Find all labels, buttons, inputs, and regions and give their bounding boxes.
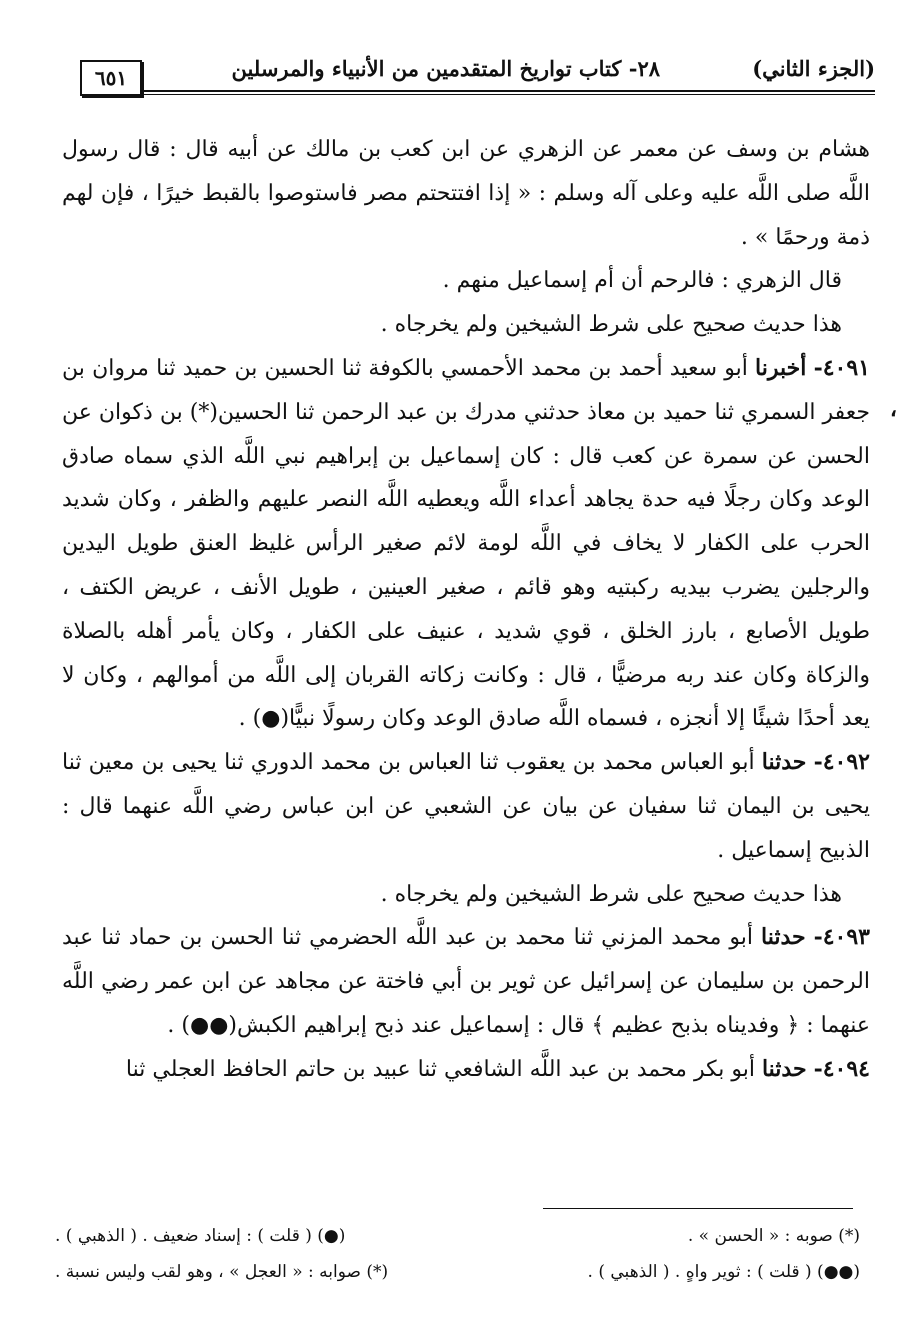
book-title: ٢٨- كتاب تواريخ المتقدمين من الأنبياء والمرسلين xyxy=(231,56,660,81)
hadith-number: ٤٠٩١- xyxy=(813,354,870,381)
paragraph: هذا حديث صحيح على شرط الشيخين ولم يخرجاه . xyxy=(380,312,842,338)
footnote: (●●) ( قلت ) : ثوير واهٍ . ( الذهبي ) . xyxy=(587,1262,860,1282)
footnote: (●) ( قلت ) : إسناد ضعيف . ( الذهبي ) . xyxy=(55,1226,346,1246)
paragraph: هشام بن وسف عن معمر عن الزهري عن ابن كعب بن مالك عن أبيه قال : قال رسول اللَّه صلى اللَّه عليه وعلى آله وسلم : « إذا افتتحتم مصر فاستوصوا بالقبط خيرًا ، فإن لهم ذمة ورحمًا » . xyxy=(62,137,870,250)
footnotes xyxy=(55,1218,860,1290)
footnote-row xyxy=(55,1254,860,1290)
hadith-4092 xyxy=(62,741,870,872)
hadith-4091 xyxy=(62,347,870,741)
hadith-number: ٤٠٩٣- xyxy=(813,924,870,951)
footnote: (*) صوابه : « العجل » ، وهو لقب وليس نسبة . xyxy=(55,1262,389,1282)
footnote: (*) صوبه : « الحسن » . xyxy=(687,1226,860,1246)
hadith-text: أبو محمد المزني ثنا محمد بن عبد اللَّه الحضرمي ثنا الحسن بن حماد ثنا عبد الرحمن بن سليمان عن إسرائيل عن ثوير بن أبي فاختة عن مجاهد عن ابن عمر رضي اللَّه عنهما : ﴿ وفديناه بذبح عظيم ﴾ قال : إسماعيل عند ذبح إبراهيم الكبش(●●) . xyxy=(62,925,870,1038)
hadith-4093 xyxy=(62,916,870,1047)
running-header xyxy=(70,46,875,92)
paragraph: هذا حديث صحيح على شرط الشيخين ولم يخرجاه . xyxy=(380,881,842,907)
footnote-rule xyxy=(543,1208,853,1209)
paragraph: قال الزهري : فالرحم أن أم إسماعيل منهم . xyxy=(442,268,842,294)
hadith-text: أبو بكر محمد بن عبد اللَّه الشافعي ثنا عبيد بن حاتم الحافظ العجلي ثنا xyxy=(125,1056,755,1082)
hadith-keyword: أخبرنا xyxy=(755,354,807,381)
footnote-row xyxy=(55,1218,860,1254)
hadith-text: أبو سعيد أحمد بن محمد الأحمسي بالكوفة ثنا الحسين بن حميد ثنا مروان بن جعفر السمري ثنا حميد بن معاذ حدثني مدرك بن عبد الرحمن ثنا الحسين(*) بن ذكوان عن الحسن عن سمرة عن كعب قال : كان إسماعيل بن إبراهيم نبي اللَّه الذي سماه صادق الوعد وكان رجلًا فيه حدة يجاهد أعداء اللَّه ويعطيه اللَّه النصر عليهم والظفر ، وكان شديد الحرب على الكفار لا يخاف في اللَّه لومة لائم صغير الرأس غليظ العنق طويل اليدين والرجلين يضرب بيديه ركبتيه وهو قائم ، صغير العينين ، طويل الأنف ، عريض الكتف ، طويل الأصابع ، بارز الخلق ، قوي شديد ، عنيف على الكفار ، وكان يأمر أهله بالصلاة والزكاة وكان عند ربه مرضيًّا ، قال : وكانت زكاته القربان إلى اللَّه من أموالهم ، وكان لا يعد أحدًا شيئًا إلا أنجزه ، فسماه اللَّه صادق الوعد وكان رسولًا نبيًّا(●) . xyxy=(62,355,870,732)
volume-label: (الجزء الثاني) xyxy=(752,56,875,81)
main-text xyxy=(62,128,870,1092)
hadith-keyword: حدثنا xyxy=(761,924,806,951)
margin-marker: ، xyxy=(889,396,897,422)
hadith-number: ٤٠٩٤- xyxy=(813,1055,870,1082)
hadith-text: أبو العباس محمد بن يعقوب ثنا العباس بن محمد الدوري ثنا يحيى بن معين ثنا يحيى بن اليمان ثنا سفيان عن بيان عن الشعبي عن ابن عباس رضي اللَّه عنهما قال : الذبيح إسماعيل . xyxy=(62,750,870,863)
hadith-4094 xyxy=(62,1048,870,1092)
hadith-keyword: حدثنا xyxy=(761,1055,807,1082)
page-number: ٦٥١ xyxy=(80,60,142,96)
header-rule xyxy=(140,90,875,95)
hadith-number: ٤٠٩٢- xyxy=(813,749,870,776)
hadith-keyword: حدثنا xyxy=(761,749,807,776)
